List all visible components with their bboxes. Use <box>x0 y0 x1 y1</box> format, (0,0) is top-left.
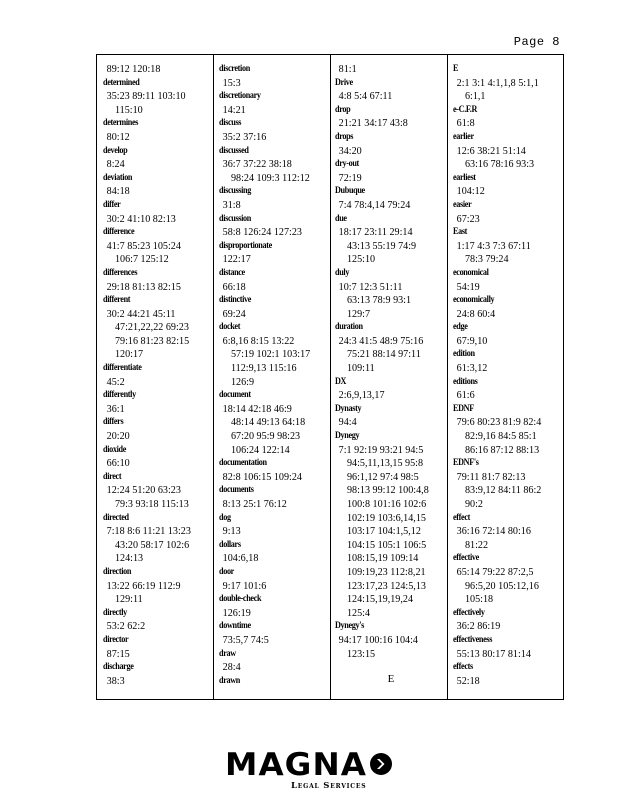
play-arrow-circle-icon <box>369 752 393 776</box>
page-line-reference: 38:3 <box>106 674 125 687</box>
page-line-reference: 36:2 86:19 <box>456 620 501 633</box>
index-term: effect <box>453 512 470 523</box>
page-line-reference: 81:1 <box>338 63 357 75</box>
page-line-reference: 103:17 104:1,5,12 <box>346 525 421 538</box>
page-line-reference: 104:12 <box>456 185 485 198</box>
page-line-reference: 102:19 103:6,14,15 <box>346 511 426 524</box>
index-term: EDNF's <box>453 458 479 469</box>
logo-wordmark: MAGNA <box>225 747 367 783</box>
index-term: director <box>103 634 129 645</box>
index-term: due <box>335 213 347 224</box>
page-line-reference: 115:10 <box>114 103 143 116</box>
page-line-reference: 30:2 41:10 82:13 <box>106 212 176 225</box>
index-term: drawn <box>219 675 240 686</box>
index-term: differently <box>103 390 136 401</box>
index-term: documentation <box>219 458 267 469</box>
page-line-reference: 94:17 100:16 104:4 <box>338 633 418 646</box>
index-term: Dynegy <box>335 431 360 442</box>
index-term: develop <box>103 145 128 156</box>
page-line-reference: 2:1 3:1 4:1,1,8 5:1,1 <box>456 76 539 89</box>
index-term: duly <box>335 267 350 278</box>
page-line-reference: 94:5,11,13,15 95:8 <box>346 457 424 470</box>
index-term: Drive <box>335 77 353 88</box>
page-line-reference: 79:3 93:18 115:13 <box>114 498 189 510</box>
page-line-reference: 1:17 4:3 7:3 67:11 <box>456 239 531 252</box>
page-line-reference: 58:8 126:24 127:23 <box>222 226 302 239</box>
page-line-reference: 96:5,20 105:12,16 <box>464 579 539 592</box>
index-term: edge <box>453 322 468 333</box>
page-line-reference: 9:17 101:6 <box>222 579 267 592</box>
page-line-reference: 35:23 89:11 103:10 <box>106 90 186 103</box>
page-line-reference: 82:8 106:15 109:24 <box>222 470 302 483</box>
page-line-reference: 120:17 <box>114 348 144 361</box>
page-line-reference: 36:1 <box>106 402 125 415</box>
page-line-reference: 61:3,12 <box>456 362 488 375</box>
page-line-reference: 125:4 <box>346 606 371 619</box>
index-term: determined <box>103 77 140 88</box>
page-line-reference: 82:9,16 84:5 85:1 <box>464 430 537 443</box>
page-line-reference: 66:18 <box>222 280 246 293</box>
page-line-reference: 63:16 78:16 93:3 <box>464 158 535 171</box>
index-term: East <box>453 227 468 238</box>
page-line-reference: 129:11 <box>114 593 143 606</box>
page-line-reference: 35:2 37:16 <box>222 130 267 143</box>
index-term: economically <box>453 295 495 306</box>
page-line-reference: 78:3 79:24 <box>464 253 509 266</box>
index-term: discuss <box>219 118 242 129</box>
section-letter: E <box>387 673 395 686</box>
page-line-reference: 7:4 78:4,14 79:24 <box>338 198 411 211</box>
page-line-reference: 61:6 <box>456 389 475 402</box>
page-line-reference: 83:9,12 84:11 86:2 <box>464 484 542 497</box>
page-line-reference: 67:9,10 <box>456 334 488 347</box>
page-line-reference: 43:20 58:17 102:6 <box>114 538 190 551</box>
page-line-reference: 96:1,12 97:4 98:5 <box>346 470 419 483</box>
index-term: different <box>103 295 131 306</box>
index-term: dry-out <box>335 159 359 170</box>
page-number: Page 8 <box>513 35 560 49</box>
page-line-reference: 8:24 <box>106 158 125 171</box>
page-line-reference: 34:20 <box>338 144 362 157</box>
page-line-reference: 7:1 92:19 93:21 94:5 <box>338 443 424 456</box>
index-term: differentiate <box>103 363 142 374</box>
page-line-reference: 125:10 <box>346 253 376 266</box>
index-term: Dynasty <box>335 403 362 414</box>
index-term: document <box>219 390 251 401</box>
page-line-reference: 129:7 <box>346 307 371 320</box>
page-line-reference: 2:6,9,13,17 <box>338 389 385 402</box>
page-line-reference: 15:3 <box>222 76 241 89</box>
column-divider <box>213 55 214 699</box>
page-line-reference: 109:11 <box>346 362 375 375</box>
page-line-reference: 87:15 <box>106 647 130 660</box>
index-term: discussed <box>219 145 249 156</box>
index-column-2 <box>219 63 331 695</box>
page-line-reference: 52:18 <box>456 674 480 687</box>
page-line-reference: 21:21 34:17 43:8 <box>338 117 408 130</box>
page-line-reference: 104:6,18 <box>222 552 259 565</box>
page-line-reference: 57:19 102:1 103:17 <box>230 348 311 361</box>
index-term: dollars <box>219 539 241 550</box>
index-term: edition <box>453 349 475 360</box>
page-line-reference: 106:7 125:12 <box>114 253 169 266</box>
page-line-reference: 90:2 <box>464 498 483 510</box>
index-term: earlier <box>453 131 474 142</box>
page-line-reference: 10:7 12:3 51:11 <box>338 280 403 293</box>
page-line-reference: 79:6 80:23 81:9 82:4 <box>456 416 542 429</box>
index-term: differ <box>103 199 121 210</box>
index-term: economical <box>453 267 489 278</box>
index-term: deviation <box>103 172 133 183</box>
index-term: determines <box>103 118 139 129</box>
page-line-reference: 79:16 81:23 82:15 <box>114 334 190 347</box>
index-term: door <box>219 566 234 577</box>
page-line-reference: 67:23 <box>456 212 480 225</box>
page-line-reference: 112:9,13 115:16 <box>230 362 297 375</box>
page-line-reference: 8:13 25:1 76:12 <box>222 498 287 510</box>
page-line-reference: 109:19,23 112:8,21 <box>346 565 426 578</box>
page-line-reference: 123:17,23 124:5,13 <box>346 579 426 592</box>
index-term: effectively <box>453 607 485 618</box>
index-term: distinctive <box>219 295 252 306</box>
index-term: earliest <box>453 172 476 183</box>
page-line-reference: 12:24 51:20 63:23 <box>106 484 181 497</box>
index-term: direction <box>103 566 132 577</box>
index-term: differs <box>103 417 124 428</box>
index-term: dioxide <box>103 444 127 455</box>
page-line-reference: 126:19 <box>222 606 251 619</box>
page-line-reference: 72:19 <box>338 171 362 184</box>
page-line-reference: 20:20 <box>106 430 130 443</box>
page-line-reference: 55:13 80:17 81:14 <box>456 647 531 660</box>
index-term: distance <box>219 267 245 278</box>
index-term: double-check <box>219 594 262 605</box>
page-line-reference: 122:17 <box>222 253 251 266</box>
page-line-reference: 94:4 <box>338 416 357 429</box>
index-term: docket <box>219 322 241 333</box>
logo-subtitle: Legal Services <box>291 781 367 791</box>
index-term: E <box>453 64 459 74</box>
index-column-3 <box>335 63 447 695</box>
page-line-reference: 29:18 81:13 82:15 <box>106 280 181 293</box>
index-term: EDNF <box>453 403 474 414</box>
index-term: directed <box>103 512 129 523</box>
page-line-reference: 31:8 <box>222 198 241 211</box>
page-line-reference: 6:1,1 <box>464 90 486 103</box>
page-line-reference: 28:4 <box>222 661 241 674</box>
page-line-reference: 84:18 <box>106 185 130 198</box>
page-line-reference: 4:8 5:4 67:11 <box>338 90 393 103</box>
index-term: discretion <box>219 64 250 74</box>
page-line-reference: 9:13 <box>222 525 241 538</box>
index-term: Dynegy's <box>335 621 365 632</box>
magna-logo <box>225 748 405 792</box>
index-term: editions <box>453 376 478 387</box>
page-line-reference: 6:8,16 8:15 13:22 <box>222 334 295 347</box>
index-term: discharge <box>103 662 134 673</box>
index-term: effective <box>453 553 479 564</box>
page-line-reference: 47:21,22,22 69:23 <box>114 321 189 334</box>
page-line-reference: 7:18 8:6 11:21 13:23 <box>106 525 191 538</box>
index-term: direct <box>103 471 122 482</box>
page-line-reference: 63:13 78:9 93:1 <box>346 294 412 307</box>
index-term: differences <box>103 267 138 278</box>
index-term: difference <box>103 227 135 238</box>
page-line-reference: 67:20 95:9 98:23 <box>230 430 301 443</box>
page-line-reference: 126:9 <box>230 375 255 388</box>
page-line-reference: 80:12 <box>106 130 130 143</box>
page-line-reference: 66:10 <box>106 457 130 470</box>
index-term: effectiveness <box>453 634 493 645</box>
page-line-reference: 89:12 120:18 <box>106 63 161 75</box>
page-line-reference: 108:15,19 109:14 <box>346 552 419 565</box>
page-line-reference: 105:18 <box>464 593 494 606</box>
page-line-reference: 12:6 38:21 51:14 <box>456 144 526 157</box>
page-line-reference: 45:2 <box>106 375 125 388</box>
page-line-reference: 104:15 105:1 106:5 <box>346 538 427 551</box>
page-line-reference: 14:21 <box>222 103 246 116</box>
page-line-reference: 24:3 41:5 48:9 75:16 <box>338 334 424 347</box>
page-line-reference: 65:14 79:22 87:2,5 <box>456 565 534 578</box>
column-divider <box>447 55 448 699</box>
index-term: effects <box>453 662 473 673</box>
page-line-reference: 81:22 <box>464 538 489 551</box>
index-column-4 <box>453 63 565 695</box>
page-line-reference: 86:16 87:12 88:13 <box>464 443 540 456</box>
index-term: disproportionate <box>219 240 272 251</box>
index-term: e-C.F.R <box>453 104 478 115</box>
page-line-reference: 36:16 72:14 80:16 <box>456 525 531 538</box>
page-line-reference: 54:19 <box>456 280 480 293</box>
page-line-reference: 18:17 23:11 29:14 <box>338 226 413 239</box>
page-line-reference: 30:2 44:21 45:11 <box>106 307 176 320</box>
index-term: downtime <box>219 621 251 632</box>
index-term: drop <box>335 104 351 115</box>
page-line-reference: 61:8 <box>456 117 475 130</box>
index-term: discussion <box>219 213 251 224</box>
page-line-reference: 18:14 42:18 46:9 <box>222 402 292 415</box>
index-term: documents <box>219 485 254 496</box>
index-term: easier <box>453 199 472 210</box>
page-line-reference: 41:7 85:23 105:24 <box>106 239 181 252</box>
index-term: discretionary <box>219 91 261 102</box>
index-term: drops <box>335 131 354 142</box>
index-term: Dubuque <box>335 186 365 197</box>
page-line-reference: 69:24 <box>222 307 246 320</box>
index-frame <box>96 54 564 700</box>
page-line-reference: 75:21 88:14 97:11 <box>346 348 421 361</box>
page-line-reference: 73:5,7 74:5 <box>222 633 269 646</box>
page-line-reference: 98:24 109:3 112:12 <box>230 171 310 184</box>
page-line-reference: 43:13 55:19 74:9 <box>346 239 417 252</box>
page-line-reference: 48:14 49:13 64:18 <box>230 416 306 429</box>
page-line-reference: 106:24 122:14 <box>230 443 290 456</box>
page-line-reference: 123:15 <box>346 647 376 660</box>
page-line-reference: 13:22 66:19 112:9 <box>106 579 181 592</box>
index-term: discussing <box>219 186 251 197</box>
page-line-reference: 79:11 81:7 82:13 <box>456 470 526 483</box>
index-term: dog <box>219 512 231 523</box>
column-divider <box>330 55 331 699</box>
index-term: draw <box>219 648 236 659</box>
page-line-reference: 53:2 62:2 <box>106 620 146 633</box>
index-column-1 <box>103 63 215 695</box>
index-term: duration <box>335 322 363 333</box>
page-line-reference: 124:15,19,19,24 <box>346 593 414 606</box>
page-line-reference: 124:13 <box>114 552 144 565</box>
index-term: directly <box>103 607 127 618</box>
page-line-reference: 98:13 99:12 100:4,8 <box>346 484 429 497</box>
index-term: DX <box>335 376 347 387</box>
page-line-reference: 36:7 37:22 38:18 <box>222 158 292 171</box>
page-line-reference: 100:8 101:16 102:6 <box>346 498 427 510</box>
page-line-reference: 24:8 60:4 <box>456 307 496 320</box>
